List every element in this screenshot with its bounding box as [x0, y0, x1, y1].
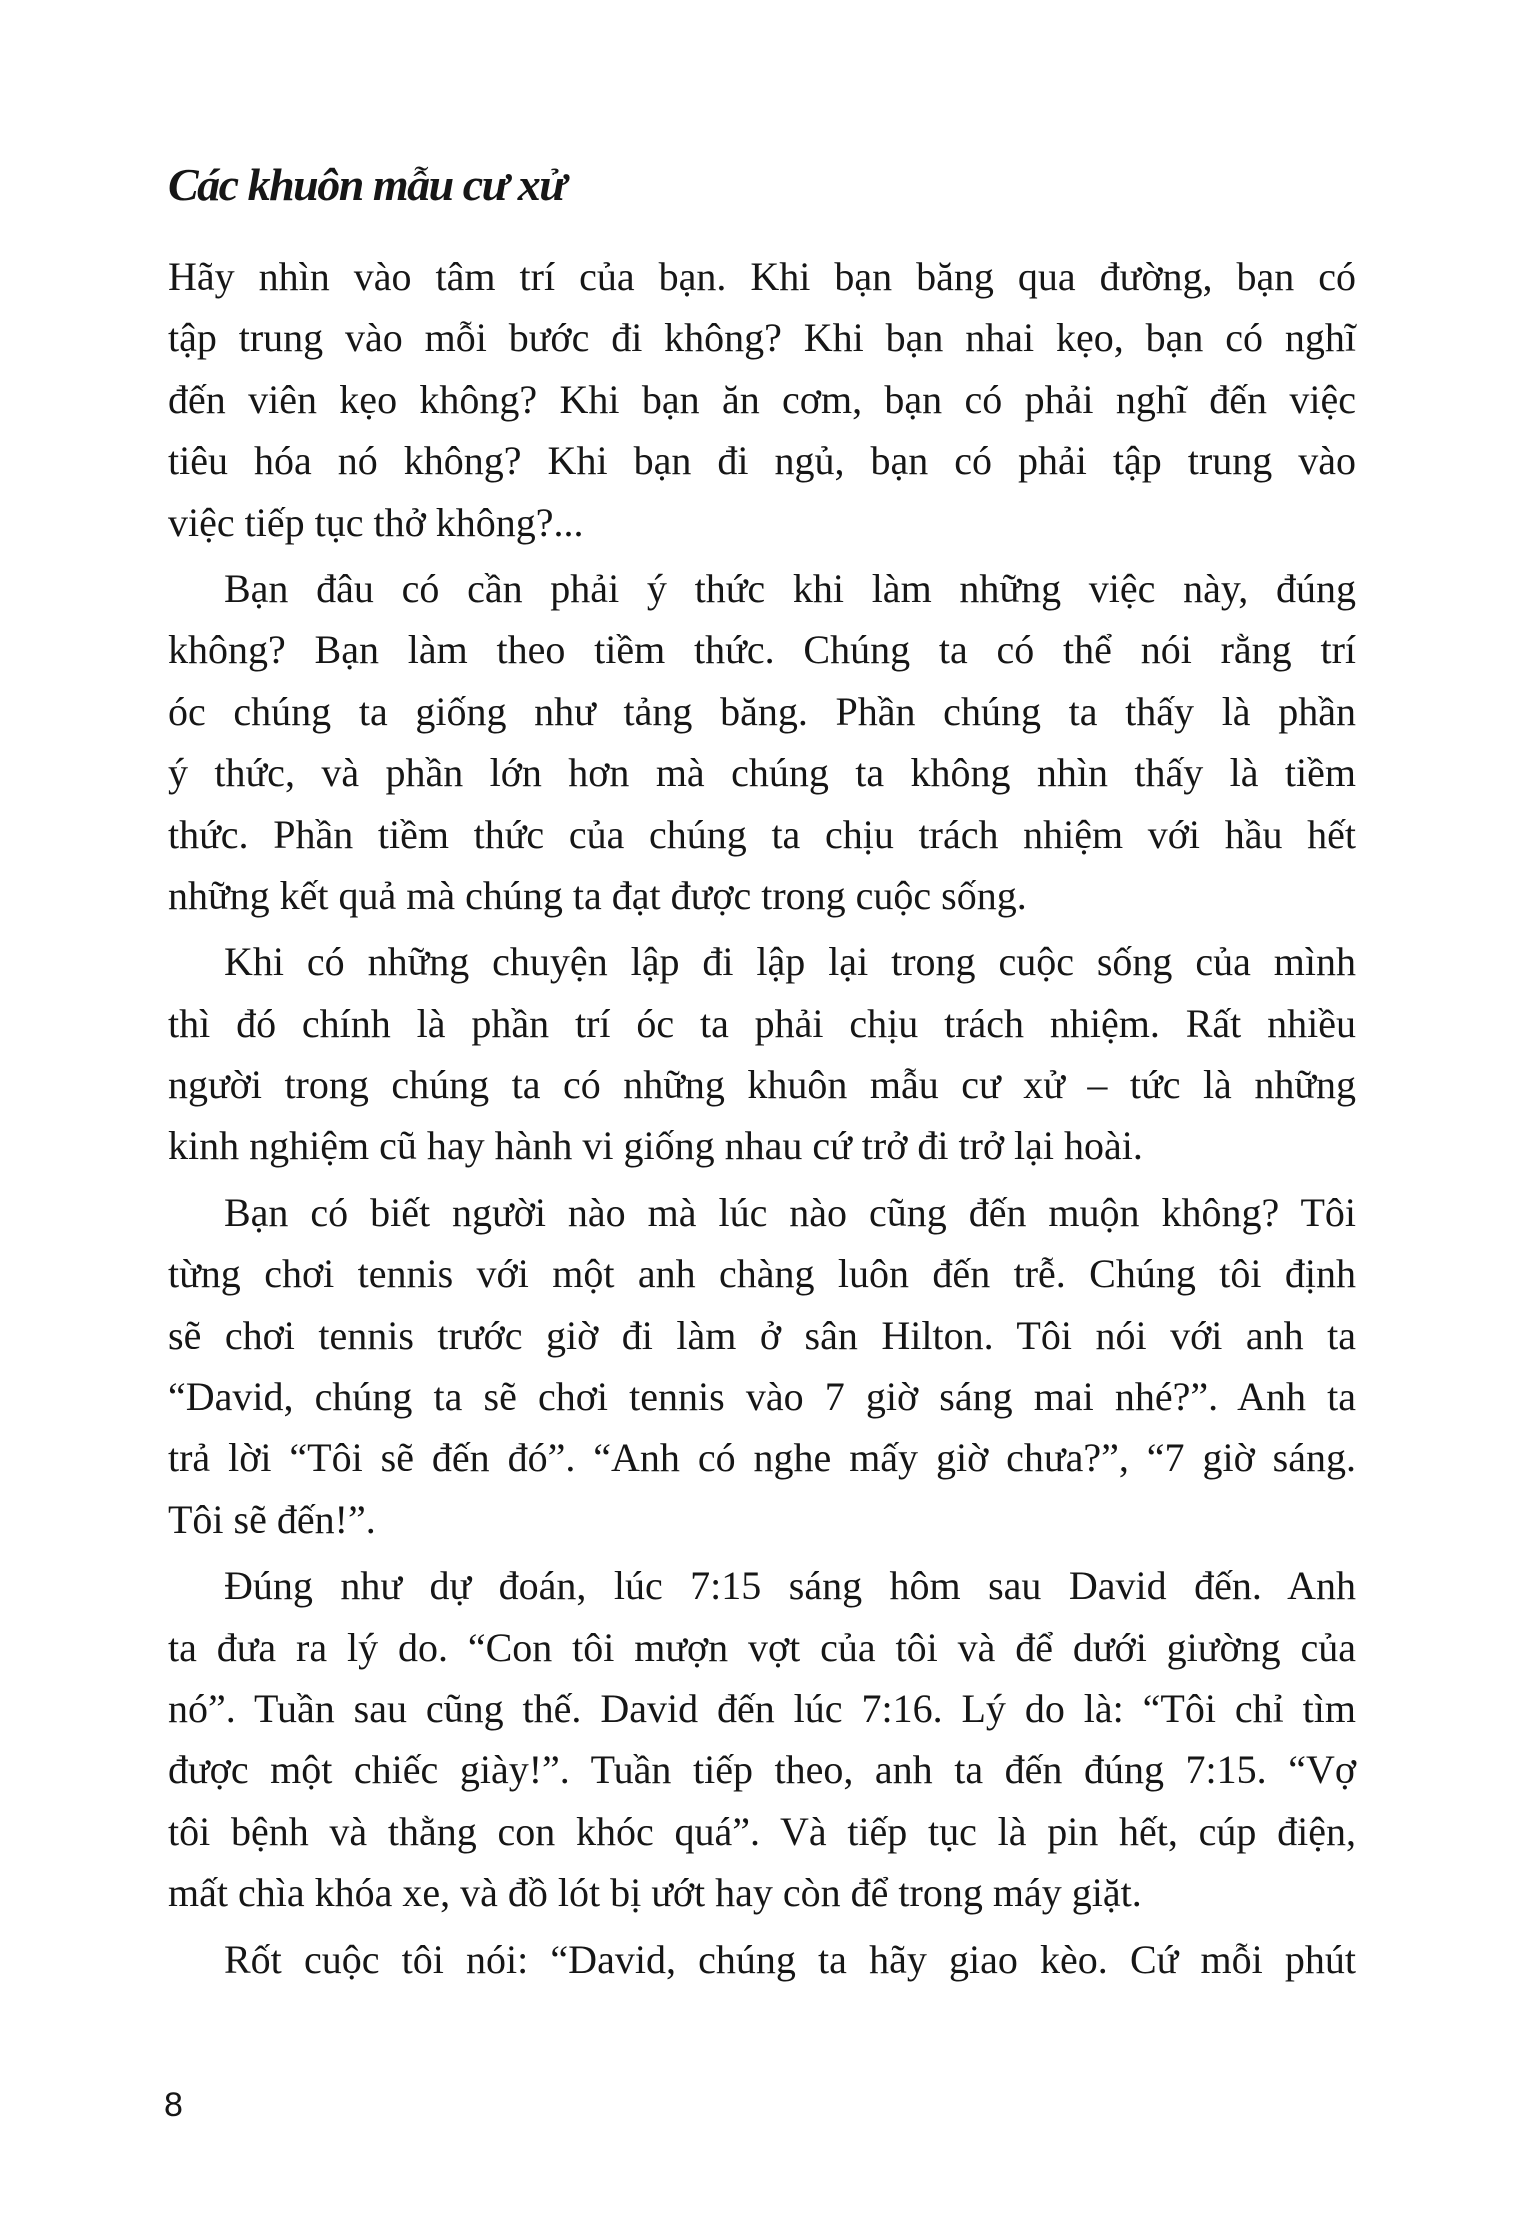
text-line: óc chúng ta giống như tảng băng. Phần chúng ta thấy là phần [168, 688, 1356, 734]
text-line: tập trung vào mỗi bước đi không? Khi bạn nhai kẹo, bạn có nghĩ [168, 315, 1356, 361]
paragraph [168, 1929, 1356, 1990]
text-line: người trong chúng ta có những khuôn mẫu cư xử – tức là những [168, 1062, 1356, 1108]
text-line: sẽ chơi tennis trước giờ đi làm ở sân Hilton. Tôi nói với anh ta [168, 1312, 1356, 1358]
text-line: Bạn đâu có cần phải ý thức khi làm những việc này, đúng [224, 565, 1356, 611]
text-line: ý thức, và phần lớn hơn mà chúng ta không nhìn thấy là tiềm [168, 750, 1356, 796]
paragraph [168, 246, 1356, 553]
text-line: kinh nghiệm cũ hay hành vi giống nhau cứ trở đi trở lại hoài. [168, 1123, 1143, 1169]
text-line: không? Bạn làm theo tiềm thức. Chúng ta có thể nói rằng trí [168, 627, 1356, 673]
text-line: tôi bệnh và thằng con khóc quá”. Và tiếp tục là pin hết, cúp điện, [168, 1808, 1356, 1854]
text-line: từng chơi tennis với một anh chàng luôn đến trễ. Chúng tôi định [168, 1251, 1356, 1297]
page-number: 8 [164, 2086, 183, 2124]
text-line: Đúng như dự đoán, lúc 7:15 sáng hôm sau David đến. Anh [224, 1563, 1356, 1609]
body-text [168, 246, 1356, 1995]
paragraph [168, 558, 1356, 926]
text-line: thì đó chính là phần trí óc ta phải chịu trách nhiệm. Rất nhiều [168, 1000, 1356, 1046]
text-line: Tôi sẽ đến!”. [168, 1496, 376, 1542]
text-line: những kết quả mà chúng ta đạt được trong cuộc sống. [168, 872, 1027, 918]
text-line: ta đưa ra lý do. “Con tôi mượn vợt của tôi và để dưới giường của [168, 1624, 1356, 1670]
paragraph [168, 931, 1356, 1177]
text-line: đến viên kẹo không? Khi bạn ăn cơm, bạn có phải nghĩ đến việc [168, 376, 1356, 422]
text-line: việc tiếp tục thở không?... [168, 499, 584, 545]
text-line: mất chìa khóa xe, và đồ lót bị ướt hay còn để trong máy giặt. [168, 1870, 1142, 1916]
text-line: trả lời “Tôi sẽ đến đó”. “Anh có nghe mấy giờ chưa?”, “7 giờ sáng. [168, 1435, 1356, 1481]
section-title: Các khuôn mẫu cư xử [168, 159, 566, 210]
text-line: Rốt cuộc tôi nói: “David, chúng ta hãy giao kèo. Cứ mỗi phút [224, 1936, 1356, 1982]
text-line: “David, chúng ta sẽ chơi tennis vào 7 giờ sáng mai nhé?”. Anh ta [168, 1374, 1356, 1420]
text-line: tiêu hóa nó không? Khi bạn đi ngủ, bạn có phải tập trung vào [168, 438, 1356, 484]
text-line: Bạn có biết người nào mà lúc nào cũng đến muộn không? Tôi [224, 1189, 1356, 1235]
text-line: Khi có những chuyện lập đi lập lại trong cuộc sống của mình [224, 939, 1356, 985]
paragraph [168, 1182, 1356, 1550]
text-line: thức. Phần tiềm thức của chúng ta chịu trách nhiệm với hầu hết [168, 811, 1356, 857]
text-line: Hãy nhìn vào tâm trí của bạn. Khi bạn băng qua đường, bạn có [168, 254, 1356, 299]
text-line: nó”. Tuần sau cũng thế. David đến lúc 7:16. Lý do là: “Tôi chỉ tìm [168, 1685, 1356, 1731]
text-line: được một chiếc giày!”. Tuần tiếp theo, anh ta đến đúng 7:15. “Vợ [168, 1747, 1356, 1793]
paragraph [168, 1555, 1356, 1923]
